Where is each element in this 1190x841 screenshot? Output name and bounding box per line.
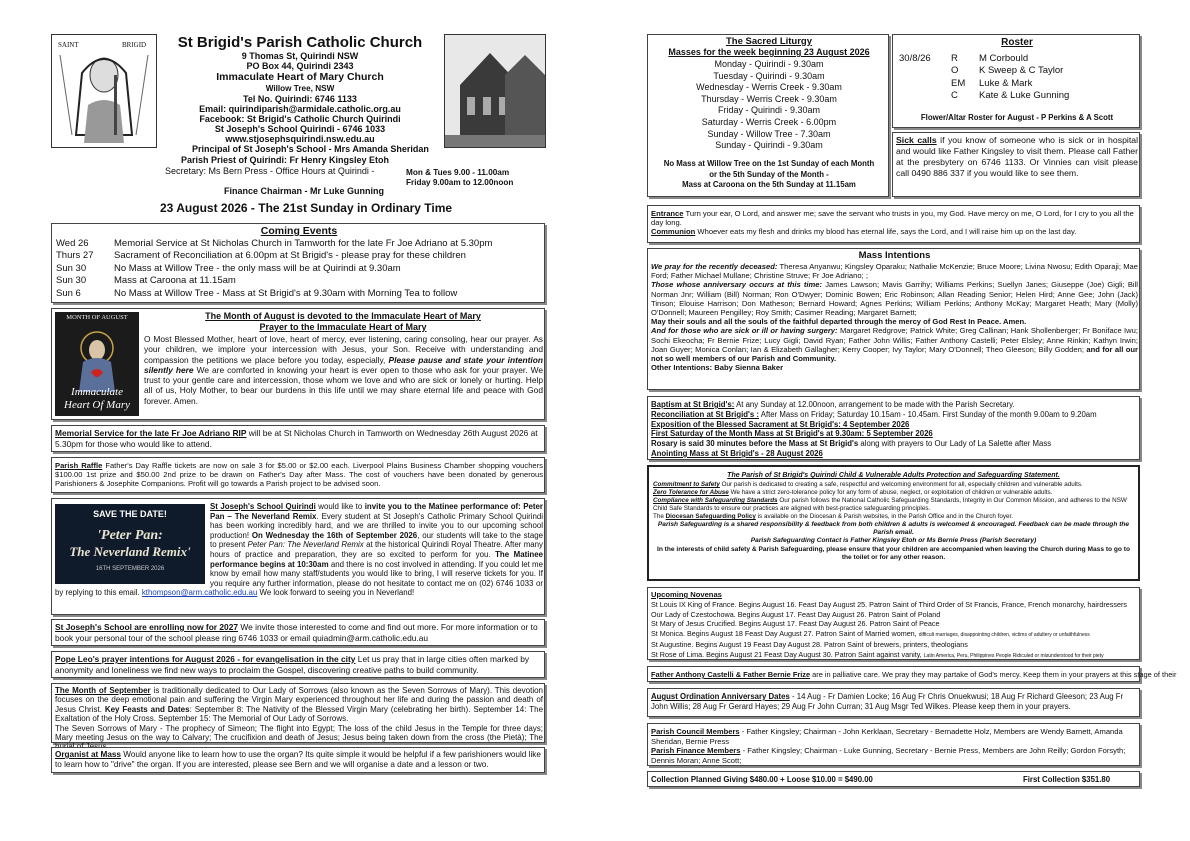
poster-title-1: 'Peter Pan: — [97, 528, 163, 543]
event-row — [56, 250, 542, 262]
palliative-body: are in palliative care. We pray they may partake of God's mercy. Keep them in your prayers at this stage of their — [812, 670, 1177, 679]
safeguard-diocesan — [653, 513, 1134, 521]
roster-role: EM — [951, 77, 966, 89]
finance-lead: Parish Finance Members — [651, 746, 741, 756]
safeguarding-body — [653, 481, 1134, 562]
roster-row — [951, 90, 1141, 102]
rosary-line — [651, 439, 1138, 449]
peter-pan-t8: The Matinee performance begins at 10:30am — [210, 549, 544, 569]
poster-spacer — [55, 502, 210, 584]
palliative-box — [647, 666, 1177, 682]
event-date: Sun 30 — [56, 275, 87, 287]
poster-date: 16TH SEPTEMBER 2026 — [95, 566, 165, 572]
commitment-lead: Commitment to Safety — [653, 481, 720, 488]
image-caption-line1: Immaculate — [71, 386, 123, 398]
prayer-text-a: O Most Blessed Mother, heart of love, heart of mercy, ever listening, caring consoling, hear our prayer. As your children, we implore your intercession with Jesus, your Son. Receive with understanding and compassion the petitions we place before you today, especially, — [144, 334, 543, 365]
novena-text: St Augustine. Begins August 19 Feast Day August 28. Patron Saint of brewers, printers, theologians — [651, 640, 968, 649]
sick-calls-body: if you know of someone who is sick or in hospital and would like Father Kingsley to visit them. Please call Father at the presbytery on 6746 1133. Or Vinnies can visit please call 0490 886 337 if you would like to see them. — [896, 135, 1139, 178]
safeguard-zero — [653, 489, 1134, 497]
august-title: The Month of August is devoted to the Immaculate Heart of Mary — [205, 311, 481, 321]
reconciliation-text: After Mass on Friday; Saturday 10.15am - 10.45am. First Sunday of the month 9.00am to 9.20am — [760, 409, 1097, 419]
ordination-text — [651, 692, 1138, 713]
event-text: Memorial Service at St Nicholas Church in Tamworth for the late Fr Joe Adriano at 5.30pm — [114, 238, 493, 249]
liturgy-subtitle: Masses for the week beginning 23 August 2026 — [668, 47, 870, 57]
commitment-text: Our parish is dedicated to creating a safe, respectful and welcoming environment for all, especially children and vulnerable adults. — [721, 481, 1083, 488]
raffle-lead: Parish Raffle — [55, 461, 103, 470]
website[interactable]: www.stjosephsquirindi.nsw.edu.au — [225, 134, 375, 144]
memorial-lead: Memorial Service for the late Fr Joe Adriano RIP — [55, 428, 247, 438]
mass-time: Saturday - Werris Creek - 6.00pm — [701, 116, 837, 127]
roster-names: Kate & Luke Gunning — [979, 89, 1070, 101]
mass-time: Tuesday - Quirindi - 9.30am — [713, 70, 825, 81]
email[interactable]: Email: quirindiparish@armidale.catholic.org.au — [199, 104, 401, 114]
memorial-box — [51, 425, 545, 452]
roster-names: Luke & Mark — [979, 77, 1033, 89]
roster-row — [951, 53, 1141, 65]
pope-intentions-box — [51, 651, 545, 678]
roster-role: O — [951, 65, 959, 77]
rosary-text: along with prayers to Our Lady of La Salette after Mass — [860, 439, 1052, 449]
peter-pan-t7: at the historical Quirindi Royal Theatre. After many hours of practice and preparation, they are so excited to perform for you. — [210, 540, 543, 559]
raffle-text — [55, 461, 543, 489]
month-of-august-label: MONTH OF AUGUST — [66, 314, 128, 321]
council-text — [651, 727, 1138, 765]
event-row — [56, 275, 542, 287]
september-t1: is traditionally dedicated to Our Lady of Sorrows (also known as the Seven Sorrows of Mary). This devotion focuses on the deep emotional pain and suffering the Virgin Mary experienced throughout her life and during the passion and death of Jesus Christ. — [55, 686, 543, 714]
event-date: Thurs 27 — [56, 250, 94, 262]
anointing-line: Anointing Mass at St Brigid's - 28 August 2026 — [651, 448, 823, 458]
other-intentions: Other Intentions: Baby Sienna Baker — [651, 363, 784, 373]
reconciliation-lead: Reconciliation at St Brigid's : — [651, 409, 759, 419]
safeguard-commitment — [653, 481, 1134, 489]
event-text: Mass at Caroona at 11.15am — [114, 275, 236, 287]
peter-pan-t1: would like to — [318, 502, 363, 511]
peter-pan-email-link[interactable]: kthompson@arm.catholic.edu.au — [141, 588, 258, 598]
event-row — [56, 238, 542, 250]
novena-item — [651, 650, 1138, 662]
anniversary-list: James Lawson; Mavis Garrihy; Williams Perkins; Suellyn Janes; Giuseppe (Joe) Gigli; Bill Norman Jnr; William (Bill) Norman; Ron O'Dwyer; Dominic Bowen; Eric Robinson; Allan Reading Senior; Helen Hird; Anne Gee; John (Jack) Tinson; Elouise Harrison; Don Matheson; Bernard Howard; Agnes Perkins; William Perkins; Anthony McKay; Margaret Heath; Mary (Molly) O'Donnell; Maureen Pengilley; Roy Smith; Casimer Reading; Margaret Barnett; — [651, 280, 1138, 318]
event-text: Sacrament of Reconciliation at 6.00pm at St Brigid's - please pray for these children — [114, 250, 466, 262]
council-body: - Father Kingsley; Chairman - John Kerklaan, Secretary - Bernadette Holz, Members are Wendy Barnett, Amanda Sheridan, Bernie Press — [651, 727, 1123, 746]
enrolment-body: We invite those interested to come and find out more. For more information or to book your personal tour of the school please ring 6746 1033 or email quiadmin@arm.catholic.edu.au — [55, 622, 538, 643]
novena-item — [651, 629, 1138, 641]
organist-box — [51, 747, 545, 773]
communion-lead: Communion — [651, 227, 696, 237]
novena-item — [651, 600, 1138, 610]
poster-title-2: The Neverland Remix' — [69, 544, 191, 559]
safeguard-interest: In the interests of child safety & Parish Safeguarding, please ensure that your children are accompanied when leaving the Church during Mass to go to the toilet or for any other reason. — [656, 546, 1131, 562]
raffle-box — [51, 457, 545, 493]
poster-save-date: SAVE THE DATE! — [93, 509, 167, 519]
memorial-text — [55, 428, 543, 449]
baptism-line — [651, 400, 1138, 410]
novena-item — [651, 610, 1138, 620]
roster-date: 30/8/26 — [899, 53, 931, 64]
novena-subtext: Latin America, Peru, Philippines People Ridiculed or misunderstood for their piety — [923, 652, 1104, 659]
peter-pan-t10: We look forward to seeing you in Neverland! — [259, 588, 415, 598]
roster-title: Roster — [1001, 37, 1033, 48]
novena-text: St Mary of Jesus Crucified. Begins August 17. Feast Day August 26. Patron Saint of Peace — [651, 619, 940, 628]
safeguarding-box — [647, 465, 1140, 581]
event-text: No Mass at Willow Tree - the only mass will be at Quirindi at 9.30am — [114, 262, 401, 274]
safeguard-contact: Parish Safeguarding Contact is Father Kingsley Etoh or Ms Bernie Press (Parish Secretary) — [750, 537, 1037, 545]
coming-events-title: Coming Events — [260, 225, 338, 237]
peter-pan-lead: St Joseph's School Quirindi — [210, 502, 316, 511]
council-lead: Parish Council Members — [651, 727, 740, 736]
image-caption-line2: Heart Of Mary — [64, 399, 130, 411]
coming-events-list — [56, 238, 542, 300]
antiphons-box — [647, 205, 1140, 243]
september-lead: The Month of September — [55, 686, 151, 695]
pope-text — [55, 654, 543, 675]
prayer-text-pause: Please pause and state your intention silently here — [144, 354, 543, 375]
mass-intentions-title: Mass Intentions — [858, 250, 931, 261]
address-line-1: 9 Thomas St, Quirindi NSW — [241, 51, 359, 61]
peter-pan-text — [55, 502, 543, 598]
liturgy-box — [647, 34, 889, 197]
zero-text: We have a strict zero-tolerance policy for any form of abuse, neglect, or exploitation of children or vulnerable adults. — [730, 489, 1053, 496]
organist-body: Would anyone like to learn how to use the organ? Its quite simple it would be helpful if a few parishioners would like to learn how to "drive" the organ. If you are interested, please see Bern and we will organise a date and a lesson or two. — [55, 750, 541, 770]
novena-item — [651, 640, 1138, 650]
recent-lead: We pray for the recently deceased: — [651, 262, 778, 271]
safeguard-shared: Parish Safeguarding is a shared responsibility & feedback from both children & adults is welcomed & encouraged. Feedback can be made through the Parish email. — [657, 521, 1130, 537]
roster-role: C — [951, 89, 958, 101]
finance-line — [651, 746, 1138, 765]
raffle-body: Father's Day Raffle tickets are now on sale 3 for $5.00 or $2.00 each. Liverpool Plains Business Chamber shopping vouchers $100.00 1st prize and $50.00 2nd prize to be drawn on Father's Day after Mass. The cost of vouchers have been donated by generous Parishioners & Josephite Companions. Profit will go towards a Parish project to be advised soon. — [55, 461, 543, 489]
sick-calls-box — [892, 132, 1140, 197]
peter-pan-t9: and there is no cost involved in attending. If you could let me know by email how many staff/students you would like to bring, I will reserve tickets for you. If you require any further information, please do not hesitate to contact me on (02) 6746 1033 or by replying to this email. — [55, 559, 544, 598]
sacraments-box — [647, 396, 1140, 460]
event-date: Sun 30 — [56, 262, 87, 274]
sick-calls-lead: Sick calls — [896, 135, 937, 145]
peter-pan-t5: , our students will take to the stage to present — [210, 530, 543, 550]
antiphons-text — [651, 209, 1138, 237]
mass-time: Thursday - Werris Creek - 9.30am — [701, 93, 837, 104]
roster-role: R — [951, 53, 958, 64]
entrance-text: Turn your ear, O Lord, and answer me; save the servant who trusts in you, my God. Have mercy on me, O Lord, for I cry to you all the day long. — [651, 209, 1134, 228]
office-hours-1: Mon & Tues 9.00 - 11.00am — [406, 168, 510, 177]
august-devotion-box — [51, 308, 545, 420]
prayer-body — [144, 334, 543, 406]
zero-lead: Zero Tolerance for Abuse — [653, 489, 729, 496]
september-key-feasts: Key Feasts and Dates — [104, 704, 190, 714]
liturgy-note: Mass at Caroona on the 5th Sunday at 11.15am — [682, 180, 856, 190]
liturgy-note: or the 5th Sunday of the Month - — [709, 169, 829, 179]
novena-item — [651, 619, 1138, 629]
novena-text: St Louis IX King of France. Begins August 16. Feast Day August 25. Patron Saint of Third Order of St Francis, France, French monarchy, hairdressers — [651, 600, 1127, 609]
mass-time: Sunday - Willow Tree - 7.30am — [707, 128, 831, 139]
event-date: Sun 6 — [56, 287, 81, 299]
palliative-lead: Father Anthony Castelli & Father Bernie Frize — [651, 670, 811, 679]
enrolment-text — [55, 622, 543, 643]
facebook[interactable]: Facebook: St Brigid's Catholic Church Quirindi — [199, 114, 401, 124]
roster-row — [951, 65, 1141, 77]
bulletin-date-title: 23 August 2026 - The 21st Sunday in Ordinary Time — [160, 201, 453, 215]
saint-label: SAINT — [58, 41, 79, 49]
novenas-title: Upcoming Novenas — [651, 590, 722, 599]
sick-lead: And for those who are sick or ill or having surgery: — [651, 326, 838, 336]
church2-name: Immaculate Heart of Mary Church — [216, 71, 384, 83]
reconciliation-line — [651, 410, 1138, 420]
mass-time: Sunday - Quirindi - 9.30am — [715, 140, 823, 151]
roster-names: K Sweep & C Taylor — [979, 65, 1064, 77]
prayer-text-c: We are comforted in knowing your heart is ever open to those who ask for your prayer. We trust to your gentle care and intercession, those whom we love and who are sick or lonely or hurting. Help all of us, Holy Mother, to bear our burdens in this life until we may share eternal life and peace with God forever. Amen. — [144, 364, 543, 406]
event-text: No Mass at Willow Tree - Mass at St Brigid's at 9.30am with Morning Tea to follow — [114, 287, 458, 299]
palliative-text — [651, 670, 1177, 679]
finance-chairman: Finance Chairman - Mr Luke Gunning — [224, 186, 385, 196]
roster-box — [892, 34, 1140, 128]
collection-planned: Collection Planned Giving $480.00 + Loose $10.00 = $490.00 — [651, 775, 873, 784]
parish-title: St Brigid's Parish Catholic Church — [177, 34, 423, 51]
entrance-lead: Entrance — [651, 209, 684, 218]
event-row — [56, 263, 542, 275]
september-t2: : September 8: The Nativity of the Blessed Virgin Mary (celebrating her birth). September 14: The Exaltation of the Holy Cross. September 15: The Memorial of Our Lady of Sorrows. — [55, 704, 544, 724]
compliance-text: Our parish follows the National Catholic Safeguarding Standards, Integrity in Our Common Mission, and adheres to the NSW Child Safe Standards to ensure our practices are aligned with best-practice safeguarding principles. — [653, 497, 1127, 512]
souls-prayer: May their souls and all the souls of the faithful departed through the mercy of God Rest In Peace. Amen. — [651, 317, 1027, 327]
church-building-icon — [445, 35, 545, 147]
immaculate-heart-image — [55, 312, 139, 416]
september-text — [55, 686, 543, 752]
office-hours-2: Friday 9.00am to 12.00noon — [406, 178, 514, 187]
mass-time: Wednesday - Werris Creek - 9.30am — [696, 82, 842, 93]
safeguard-compliance — [653, 497, 1134, 513]
saint-figure-icon — [52, 35, 156, 147]
novenas-list — [651, 600, 1138, 661]
memorial-body: will be at St Nicholas Church in Tamworth on Wednesday 26th August 2026 at 5.30pm for those who would like to attend. — [55, 428, 538, 449]
exposition-line: Exposition of the Blessed Sacrament at St Brigid's: 4 September 2026 — [651, 419, 910, 429]
peter-pan-t6: Peter Pan: The Neverland Remix — [247, 540, 364, 550]
september-box — [51, 683, 545, 743]
organist-lead: Organist at Mass — [55, 750, 121, 759]
liturgy-title: The Sacred Liturgy — [725, 36, 813, 47]
peter-pan-box — [51, 498, 545, 615]
peter-pan-t3: . Every student at St Joseph's Catholic Primary School Quirindi has been working incredibly hard, and we are thrilled to invite you to our upcoming school production! — [210, 511, 543, 540]
communion-text: Whoever eats my flesh and drinks my blood has eternal life, says the Lord, and I will raise him up on the last day. — [697, 227, 1077, 237]
saint-name: BRIGID — [122, 41, 147, 49]
flower-roster: Flower/Altar Roster for August - P Perkins & A Scott — [920, 113, 1114, 122]
novenas-box — [647, 587, 1140, 660]
mass-intentions-text — [651, 262, 1138, 372]
school-phone: St Joseph's School Quirindi - 6746 1033 — [214, 124, 386, 134]
finance-body: - Father Kingsley; Chairman - Luke Gunning, Secretary - Bernie Press, Members are John Reilly; Gordon Forsyth; Dennis Moran; Anne Scott; — [651, 746, 1126, 765]
organist-text — [55, 750, 543, 770]
sick-end: and for all our not so well members of our Parish and Community. — [651, 344, 1138, 364]
ordination-body: - 14 Aug - Fr Damien Locke; 16 Aug Fr Chris Onuekwusi; 18 Aug Fr Richard Gleeson; 23 Aug Fr John Willis; 28 Aug Fr Gerard Hayes; 29 Aug Fr John Curran; 31 Aug Msgr Ted Wilkes. Please keep them in your prayers. — [651, 692, 1124, 712]
roster-names: M Corbould — [979, 53, 1029, 64]
pope-lead: Pope Leo's prayer intentions for August 2026 - for evangelisation in the city — [55, 654, 356, 664]
secretary: Secretary: Ms Bern Press - Office Hours at Quirindi - — [165, 166, 375, 176]
baptism-lead: Baptism at St Brigid's: — [651, 400, 735, 409]
ordination-box — [647, 688, 1140, 717]
mass-intentions-box — [647, 248, 1140, 390]
first-saturday-line: First Saturday of the Month Mass at St Brigid's at 9.30am: 5 September 2026 — [651, 429, 933, 439]
enrolment-box — [51, 619, 545, 646]
roster-row — [951, 78, 1141, 90]
diocesan-lead: Diocesan Safeguarding Policy — [665, 513, 756, 520]
diocesan-text: is available on the Diocesan & Parish websites, in the Parish Office and in the Church foyer. — [757, 513, 1014, 520]
compliance-lead: Compliance with Safeguarding Standards — [653, 497, 778, 504]
event-row — [56, 288, 542, 300]
novena-text: Our Lady of Czestochowa. Begins August 17. Feast Day August 26. Patron Saint of Poland — [651, 609, 941, 619]
roster-rows — [951, 53, 1141, 102]
sick-calls-text — [896, 135, 1138, 179]
coming-events-box — [51, 223, 545, 303]
collection-box — [647, 771, 1140, 787]
event-date: Wed 26 — [56, 238, 89, 249]
september-t3: The Seven Sorrows of Mary - The prophecy of Simeon; The flight into Egypt; The loss of the child Jesus in the Temple for three days; Mary meeting Jesus on the way to Calvary; The crucifixion and death of Jesus; Jesus being taken down from the cross (the Pietà); The — [55, 723, 543, 743]
parish-priest: Parish Priest of Quirindi: Fr Henry Kingsley Etoh — [181, 155, 390, 165]
pope-body: Let us pray that in large cities often marked by anonymity and loneliness we find new ways to proclaim the Gospel, discovering creative paths to build community. — [55, 654, 530, 675]
novena-subtext: difficult marriages, disappointing children, victims of adultery or unfaithfulness — [918, 631, 1090, 638]
prayer-title: Prayer to the Immaculate Heart of Mary — [259, 322, 427, 332]
mass-times-list — [648, 59, 890, 152]
mass-time: Friday - Quirindi - 9.30am — [717, 105, 821, 116]
liturgy-notes — [648, 159, 890, 191]
anniversary-lead: Those whose anniversary occurs at this time: — [651, 280, 823, 290]
enrolment-lead: St Joseph's School are enrolling now for 2027 — [55, 622, 239, 632]
council-line — [651, 727, 1138, 746]
safeguarding-title: The Parish of St Brigid's Quirindi Child & Vulnerable Adults Protection and Safeguarding Statement. — [727, 472, 1060, 479]
sacraments-text — [651, 400, 1138, 459]
church2-location: Willow Tree, NSW — [265, 84, 335, 93]
sick-list: Margaret Redgrove; Patrick White; Greg Callinan; Hank Shollenberger; Fr Boniface Iwu; Sochi Ekeocha; Fr Bernie Frize; Lucy Gigli; David Ryan; Father John Willis; Father Anthony Castelli; Peter Elsley; Anne Rinkin; Kathyn Irwin; Joan Guyer; Monica Conlan; Ian & Elizabeth Gallagher; Kerry Cooper; Ivy Taylor; Mary O'Donnell; Theo Gleeson; Billy Godden; — [651, 326, 1138, 354]
principal: Principal of St Joseph's School - Mrs Amanda Sheridan — [192, 144, 429, 154]
peter-pan-t2: invite you to the Matinee performance of: Peter Pan – The Neverland Remix — [210, 502, 543, 521]
novena-text: St Rose of Lima. Begins August 21 Feast Day August 30. Patron Saint against vanity, — [651, 649, 922, 659]
address-line-2: PO Box 44, Quirindi 2343 — [246, 61, 354, 71]
tel-number: Tel No. Quirindi: 6746 1133 — [243, 94, 357, 104]
collection-first: First Collection $351.80 — [1023, 775, 1111, 784]
peter-pan-t4: On Wednesday the 16th of September 2026 — [251, 530, 418, 540]
liturgy-note: No Mass at Willow Tree on the 1st Sunday of each Month — [663, 159, 875, 168]
mass-time: Monday - Quirindi - 9.30am — [714, 59, 824, 69]
council-box — [647, 723, 1140, 766]
rosary-lead: Rosary is said 30 minutes before the Mass at St Brigid's — [651, 439, 859, 449]
baptism-text: At any Sunday at 12.00noon, arrangement to be made with the Parish Secretary. — [736, 400, 1015, 409]
diocesan-pre: The — [653, 513, 664, 520]
ordination-lead: August Ordination Anniversary Dates — [651, 692, 790, 701]
church-photo — [444, 34, 546, 148]
recent-list: Theresa Anyanwu; Kingsley Oparaku; Nathalie McKenzie; Bruce Moore; Livina Nwosu; Edith Oparaji; Mae Ford; Father Michael Mullane; Christine Struve; Fr Joe Adriano; ; — [651, 262, 1138, 281]
novena-text: St Monica. Begins August 18 Feast Day August 27. Patron Saint of Married women, — [651, 628, 917, 638]
saint-brigid-image — [51, 34, 157, 148]
